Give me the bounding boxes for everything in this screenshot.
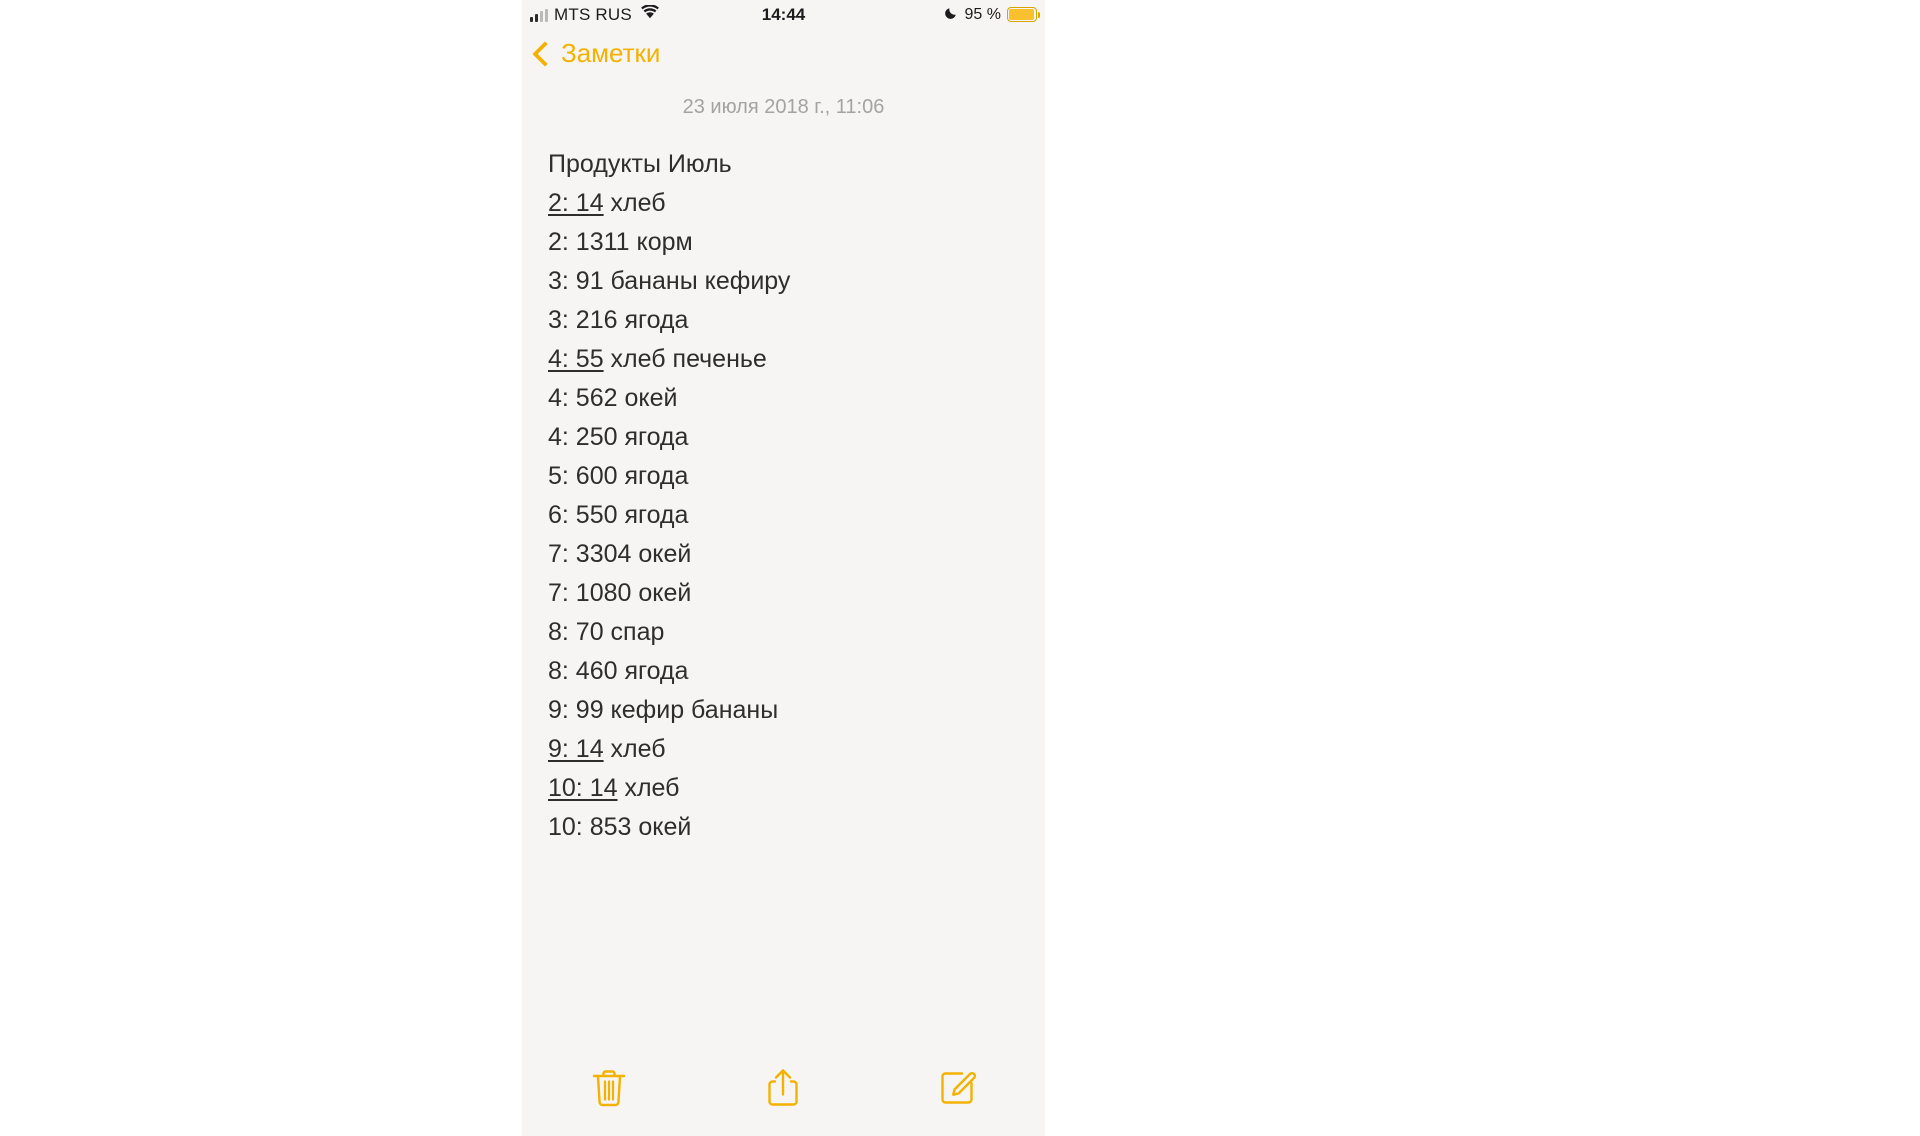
battery-icon bbox=[1007, 7, 1037, 22]
note-line bbox=[548, 262, 1019, 301]
share-icon[interactable] bbox=[751, 1056, 815, 1120]
note-date: 23 июля 2018 г., 11:06 bbox=[682, 96, 885, 118]
note-title-line: Продукты Июль bbox=[548, 150, 732, 178]
note-line-prefix: 2: 14 bbox=[548, 189, 604, 217]
note-line bbox=[548, 730, 1019, 769]
note-line bbox=[548, 418, 1019, 457]
note-line-prefix: 3: 216 bbox=[548, 306, 618, 334]
note-line-prefix: 4: 55 bbox=[548, 345, 604, 373]
note-line-rest: хлеб печенье bbox=[603, 345, 767, 373]
back-button-label: Заметки bbox=[561, 38, 661, 68]
trash-icon[interactable] bbox=[577, 1056, 641, 1120]
note-line bbox=[548, 574, 1019, 613]
note-line-prefix: 4: 250 bbox=[548, 423, 618, 451]
note-line bbox=[548, 184, 1019, 223]
note-line-prefix: 10: 853 bbox=[548, 813, 632, 841]
note-line-rest: ягода bbox=[617, 462, 689, 490]
note-line bbox=[548, 535, 1019, 574]
note-line-prefix: 9: 14 bbox=[548, 735, 604, 763]
note-line-prefix: 7: 1080 bbox=[548, 579, 632, 607]
note-line-prefix: 4: 562 bbox=[548, 384, 618, 412]
status-bar bbox=[522, 0, 1045, 34]
status-bar-right bbox=[944, 5, 1037, 24]
note-line-rest: корм bbox=[629, 228, 693, 256]
note-line-rest: окей bbox=[631, 813, 692, 841]
phone-viewport bbox=[522, 0, 1045, 1136]
chevron-left-icon bbox=[532, 41, 557, 66]
note-line-rest: ягода bbox=[617, 501, 689, 529]
note-line-rest: спар bbox=[603, 618, 665, 646]
note-line-rest: окей bbox=[617, 384, 678, 412]
bottom-toolbar bbox=[522, 1040, 1045, 1136]
note-line bbox=[548, 691, 1019, 730]
note-line-prefix: 9: 99 bbox=[548, 696, 604, 724]
note-content[interactable] bbox=[522, 82, 1045, 892]
note-line-rest: хлеб bbox=[603, 735, 666, 763]
compose-icon[interactable] bbox=[926, 1056, 990, 1120]
clock-label: 14:44 bbox=[761, 5, 806, 24]
note-line-prefix: 7: 3304 bbox=[548, 540, 632, 568]
note-line-prefix: 3: 91 bbox=[548, 267, 604, 295]
note-line-prefix: 6: 550 bbox=[548, 501, 618, 529]
note-line-rest: окей bbox=[631, 540, 692, 568]
note-line bbox=[548, 769, 1019, 808]
note-line-prefix: 5: 600 bbox=[548, 462, 618, 490]
carrier-label: MTS RUS bbox=[554, 5, 632, 24]
note-line bbox=[548, 496, 1019, 535]
note-line-rest: ягода bbox=[617, 657, 689, 685]
note-line bbox=[548, 613, 1019, 652]
note-line-rest: кефир бананы bbox=[603, 696, 779, 724]
navigation-bar bbox=[522, 34, 1045, 82]
note-line-rest: ягода bbox=[617, 306, 689, 334]
note-line bbox=[548, 457, 1019, 496]
note-lines bbox=[548, 184, 1019, 847]
note-line bbox=[548, 340, 1019, 379]
note-line-prefix: 10: 14 bbox=[548, 774, 618, 802]
note-line-prefix: 2: 1311 bbox=[548, 228, 630, 256]
note-line-rest: окей bbox=[631, 579, 692, 607]
back-button[interactable] bbox=[536, 38, 660, 69]
note-line-prefix: 8: 70 bbox=[548, 618, 604, 646]
note-line-rest: хлеб bbox=[603, 189, 666, 217]
note-line bbox=[548, 652, 1019, 691]
note-line bbox=[548, 808, 1019, 847]
note-line bbox=[548, 379, 1019, 418]
note-line-rest: бананы кефиру bbox=[603, 267, 791, 295]
moon-icon bbox=[944, 5, 959, 24]
note-line bbox=[548, 301, 1019, 340]
note-line-rest: ягода bbox=[617, 423, 689, 451]
note-line-prefix: 8: 460 bbox=[548, 657, 618, 685]
content-fade bbox=[522, 1014, 1045, 1040]
battery-percent-label: 95 % bbox=[964, 5, 1001, 23]
note-line-rest: хлеб bbox=[617, 774, 680, 802]
note-line bbox=[548, 223, 1019, 262]
